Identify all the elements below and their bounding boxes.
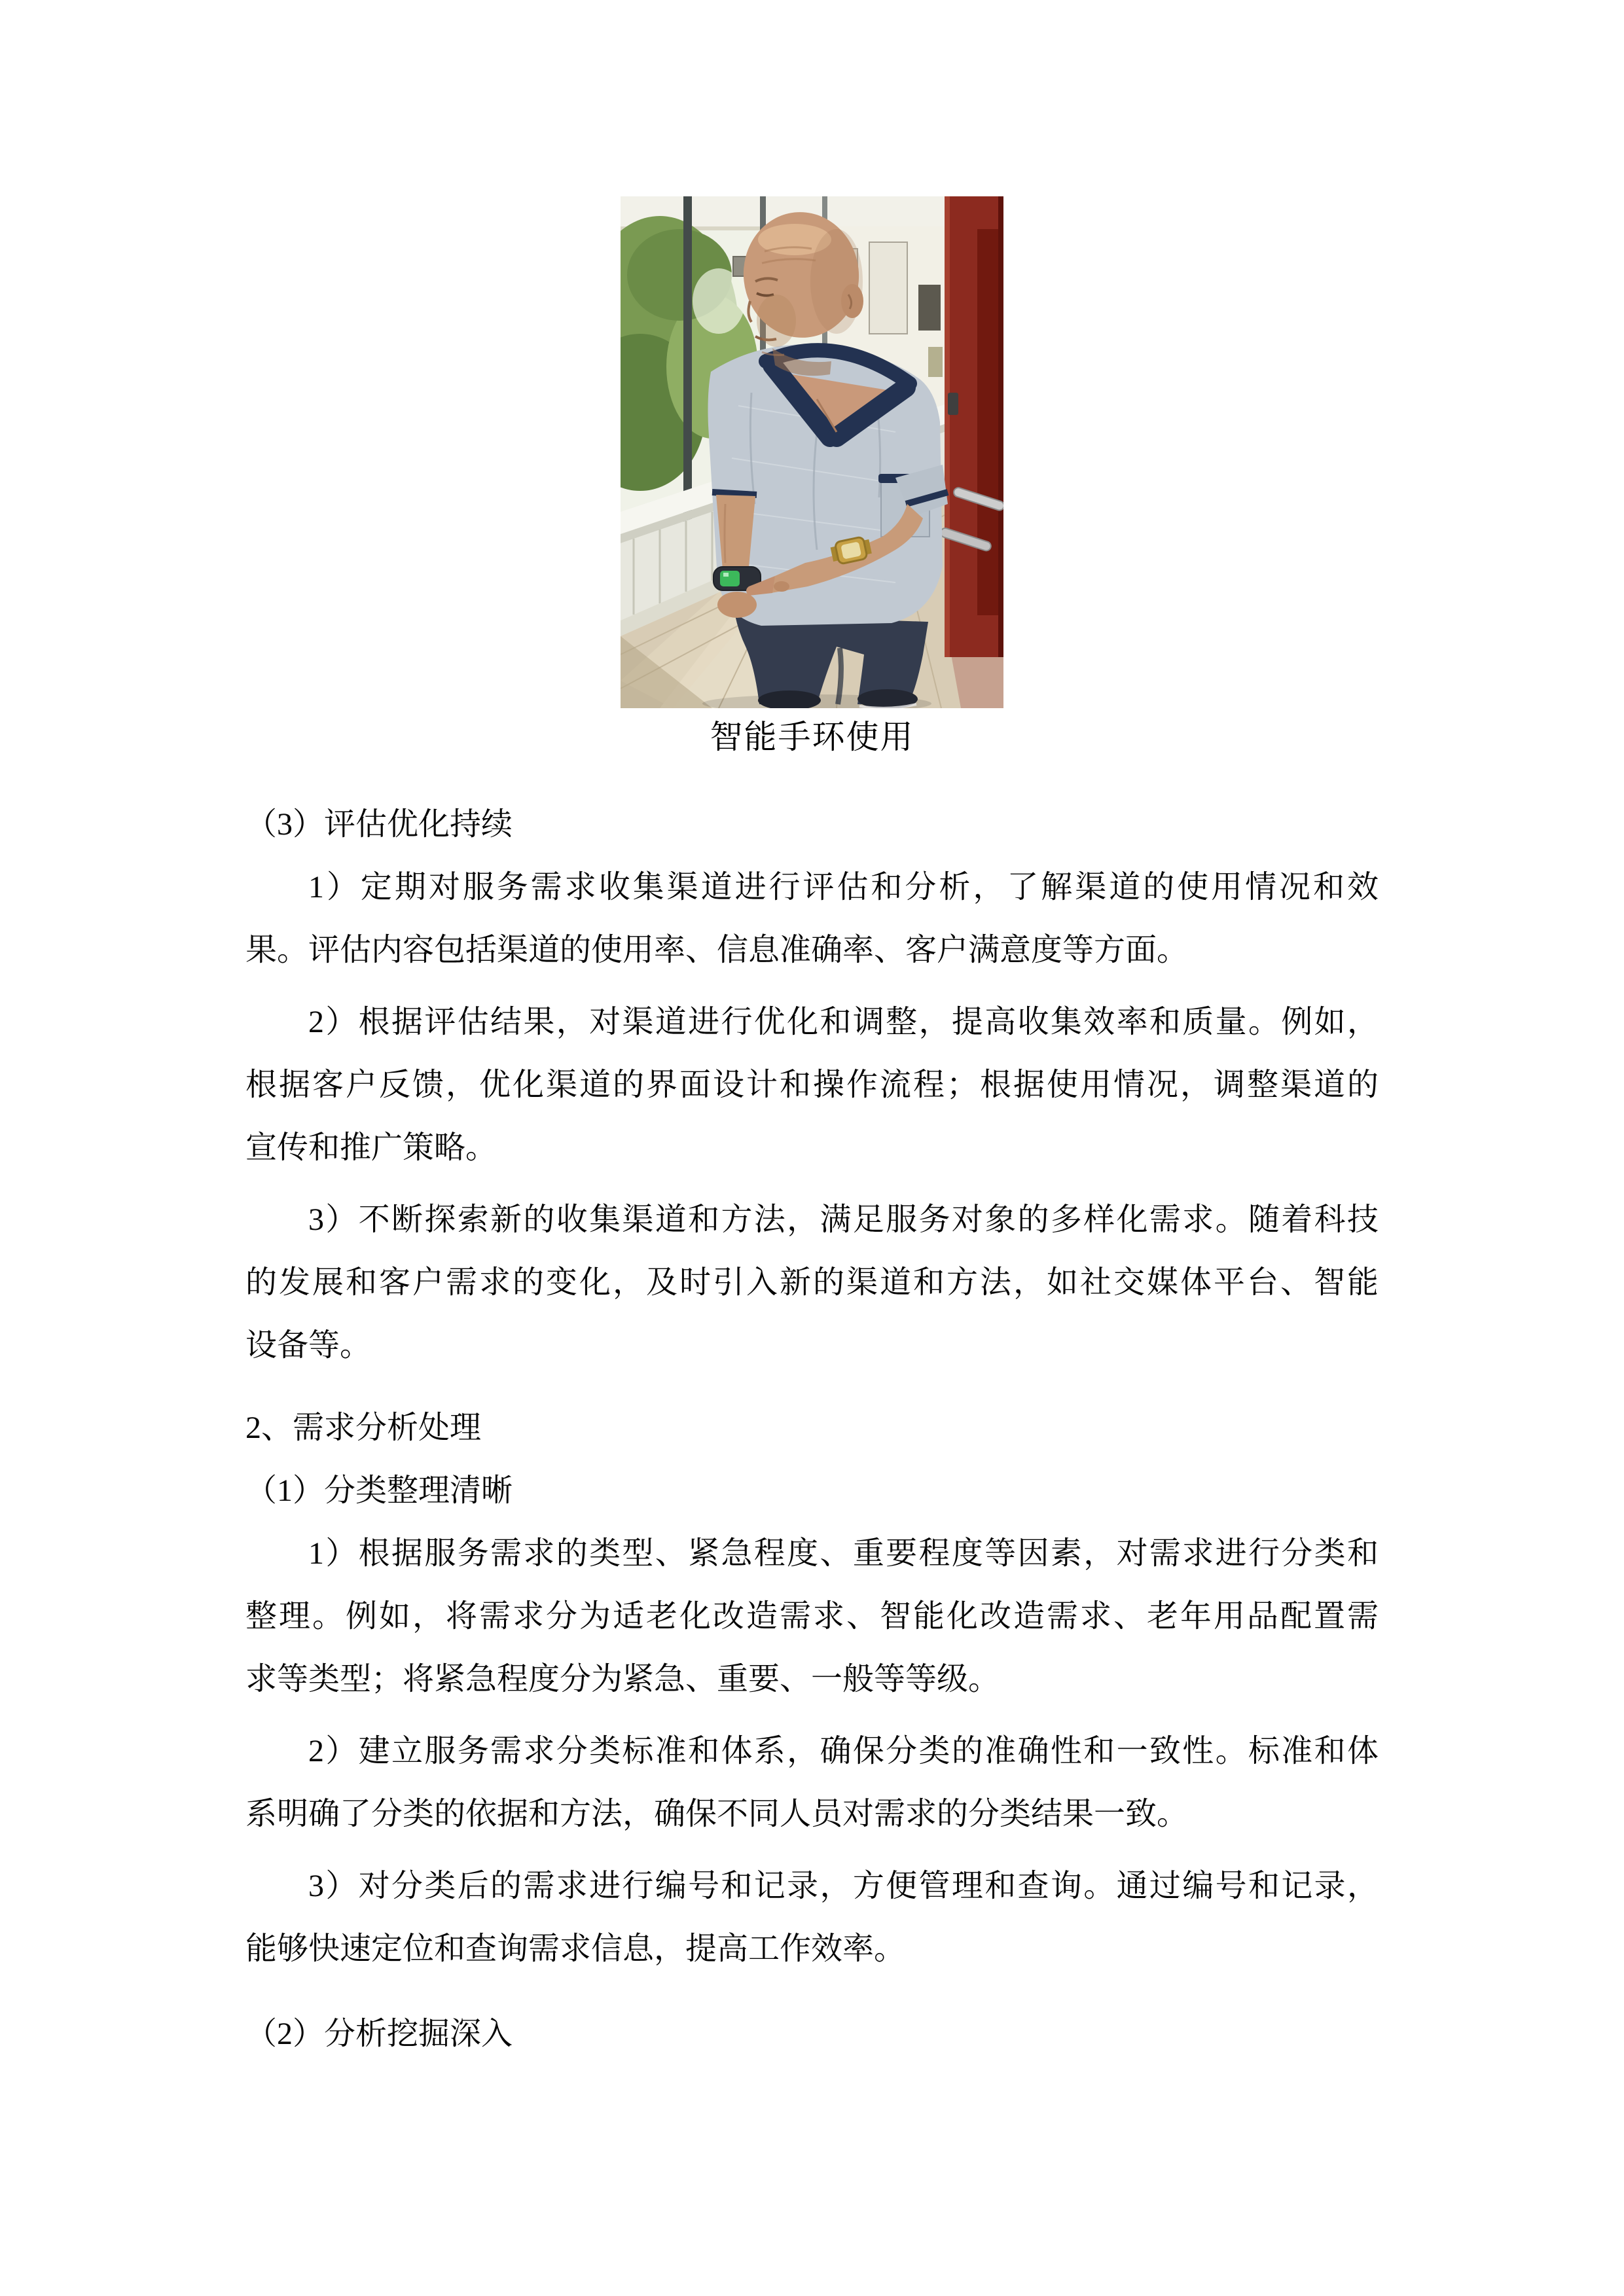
body-text-line: 根据客户反馈，优化渠道的界面设计和操作流程；根据使用情况，调整渠道的 <box>245 1067 1379 1102</box>
body-text-line: 的发展和客户需求的变化，及时引入新的渠道和方法，如社交媒体平台、智能 <box>245 1265 1379 1300</box>
body-text-line: 设备等。 <box>245 1328 372 1363</box>
body-text-line: 整理。例如，将需求分为适老化改造需求、智能化改造需求、老年用品配置需 <box>245 1599 1379 1634</box>
right-hand <box>717 592 757 618</box>
window-post <box>683 196 692 527</box>
body-text-line: 1）根据服务需求的类型、紧急程度、重要程度等因素，对需求进行分类和 <box>308 1536 1379 1571</box>
body-text-line: 2）建立服务需求分类标准和体系，确保分类的准确性和一致性。标准和体 <box>308 1734 1379 1768</box>
door-hinge <box>948 393 958 415</box>
subsection-heading-2: （2）分析挖掘深入 <box>245 2017 513 2051</box>
body-text-line: 宣传和推广策略。 <box>245 1130 497 1165</box>
wristband-screen <box>720 571 740 586</box>
body-text-line: 1）定期对服务需求收集渠道进行评估和分析，了解渠道的使用情况和效 <box>308 870 1379 905</box>
section-heading-2-requirement-analysis: 2、需求分析处理 <box>245 1410 482 1445</box>
subsection-heading-1: （1）分类整理清晰 <box>245 1473 513 1508</box>
page-body-text <box>245 793 1379 2066</box>
body-text-line: 果。评估内容包括渠道的使用率、信息准确率、客户满意度等方面。 <box>245 933 1189 967</box>
red-door <box>939 196 1003 657</box>
body-text-line: 求等类型；将紧急程度分为紧急、重要、一般等等级。 <box>245 1662 1000 1696</box>
body-text-line: 能够快速定位和查询需求信息，提高工作效率。 <box>245 1931 906 1966</box>
body-text-line: 系明确了分类的依据和方法，确保不同人员对需求的分类结果一致。 <box>245 1797 1189 1831</box>
ear <box>841 284 863 318</box>
section-heading-3: （3）评估优化持续 <box>245 807 513 842</box>
photo-caption: 智能手环使用 <box>710 719 914 755</box>
photo-figure <box>621 196 1003 708</box>
smart-wristband-photo <box>621 196 1003 708</box>
body-text-line: 3）不断探索新的收集渠道和方法，满足服务对象的多样化需求。随着科技 <box>308 1202 1379 1237</box>
body-text-line: 2）根据评估结果，对渠道进行优化和调整，提高收集效率和质量。例如， <box>308 1005 1379 1039</box>
body-text-line: 3）对分类后的需求进行编号和记录，方便管理和查询。通过编号和记录， <box>308 1869 1379 1903</box>
